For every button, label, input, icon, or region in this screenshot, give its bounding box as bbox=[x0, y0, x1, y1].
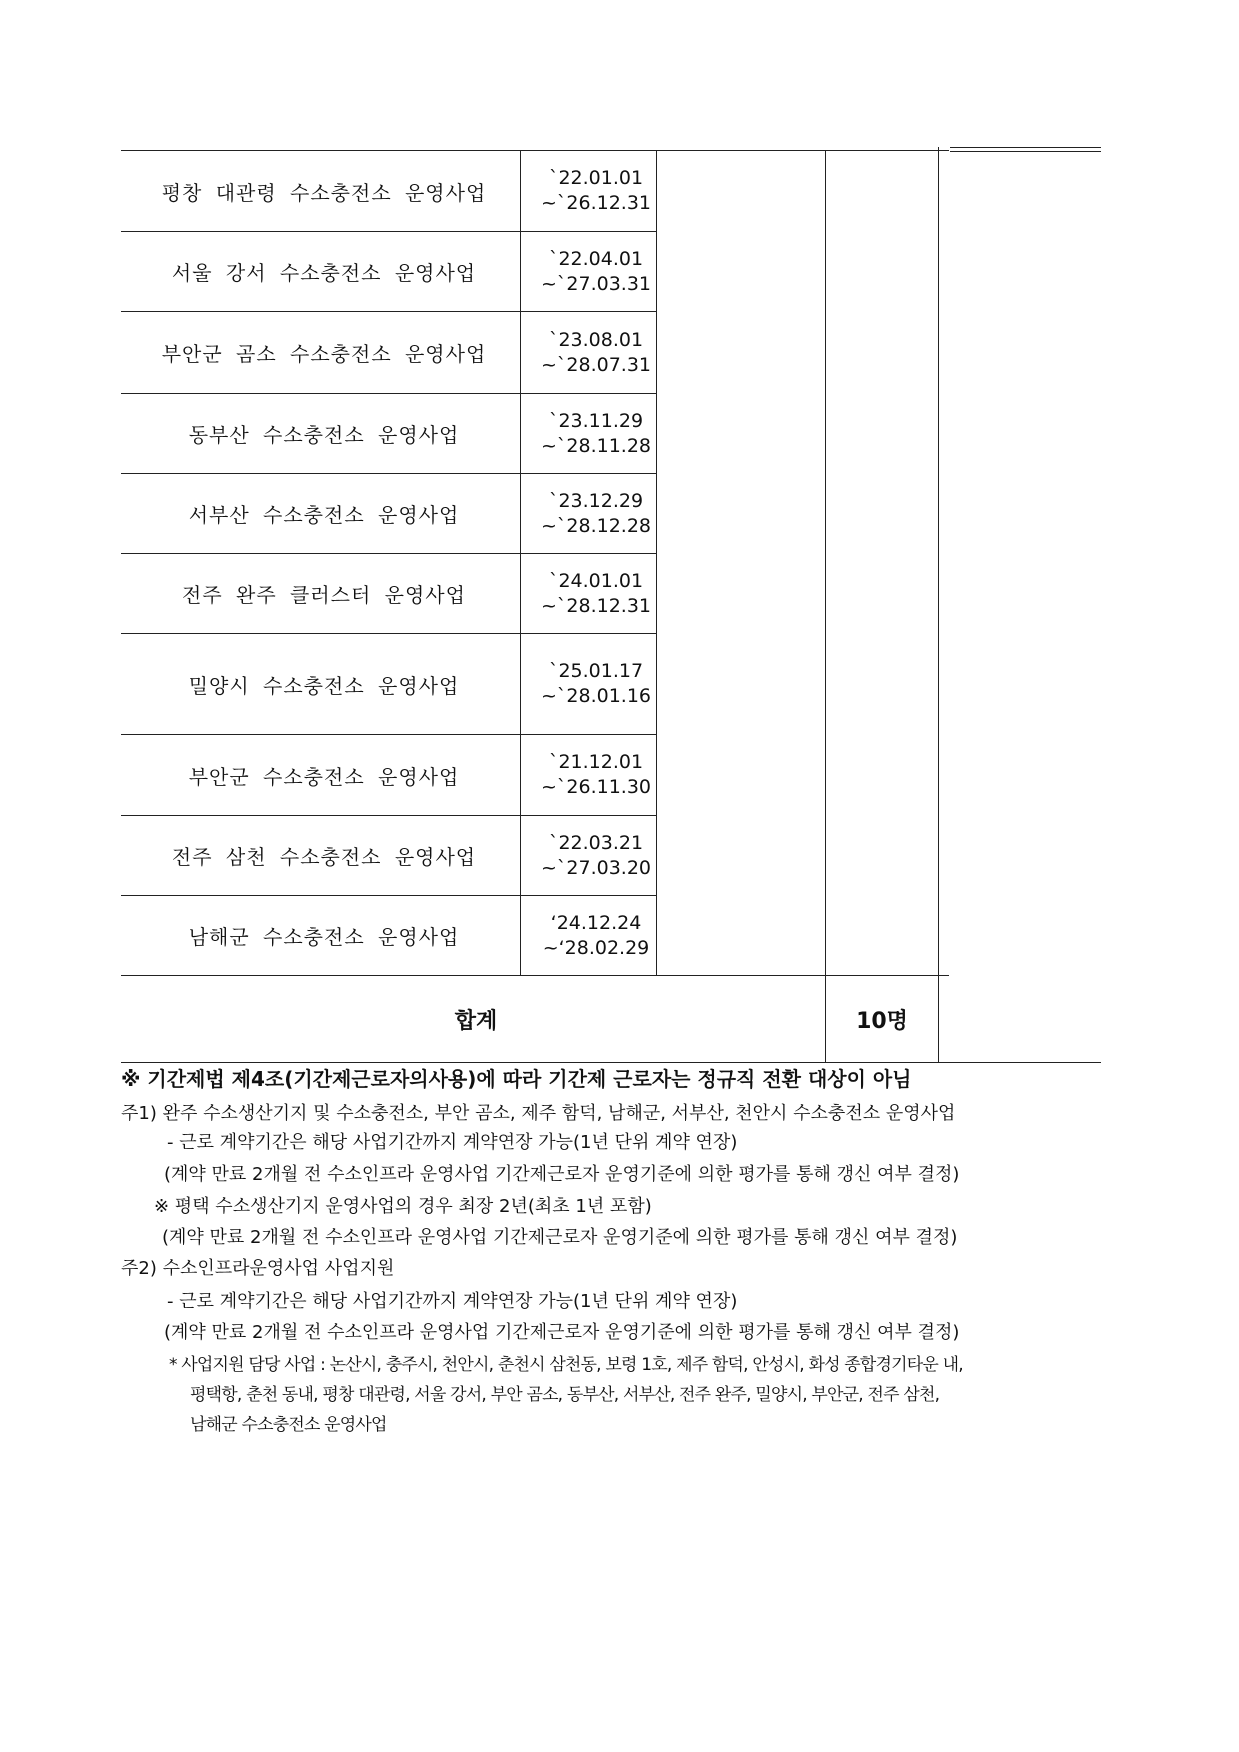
note1-title: 주1) 완주 수소생산기지 및 수소충전소, 부안 곰소, 제주 함덕, 남해군, 서부산, 천안시 수소충전소 운영사업 bbox=[121, 1103, 956, 1124]
note1-item: (계약 만료 2개월 전 수소인프라 운영사업 기간제근로자 운영기준에 의한 평가를 통해 갱신 여부 결정) bbox=[162, 1227, 958, 1248]
period-end: ~`28.11.28 bbox=[540, 434, 652, 457]
project-name: 전주 삼천 수소충전소 운영사업 bbox=[171, 845, 477, 869]
project-period bbox=[528, 394, 664, 473]
project-name: 부안군 수소충전소 운영사업 bbox=[188, 764, 460, 789]
period-end: ~`27.03.20 bbox=[540, 856, 652, 879]
period-start: `23.11.29 bbox=[548, 409, 644, 432]
project-name: 전주 완주 클러스터 운영사업 bbox=[182, 583, 466, 607]
project-period bbox=[528, 151, 664, 231]
period-start: `23.12.29 bbox=[548, 489, 644, 512]
note2-item: - 근로 계약기간은 해당 사업기간까지 계약연장 가능(1년 단위 계약 연장) bbox=[167, 1291, 738, 1312]
note1-item: - 근로 계약기간은 해당 사업기간까지 계약연장 가능(1년 단위 계약 연장) bbox=[167, 1132, 738, 1153]
note1-item: ※ 평택 수소생산기지 운영사업의 경우 최장 2년(최초 1년 포함) bbox=[154, 1196, 652, 1217]
note2-item: 남해군 수소충전소 운영사업 bbox=[190, 1415, 387, 1435]
note2-item: (계약 만료 2개월 전 수소인프라 운영사업 기간제근로자 운영기준에 의한 평가를 통해 갱신 여부 결정) bbox=[164, 1322, 960, 1343]
period-start: `22.03.21 bbox=[548, 831, 644, 854]
period-start: `24.01.01 bbox=[548, 569, 644, 592]
total-label: 합계 bbox=[454, 1008, 498, 1034]
period-end: ~`28.12.31 bbox=[540, 594, 652, 617]
period-start: `21.12.01 bbox=[548, 751, 644, 773]
project-period bbox=[528, 816, 664, 895]
period-start: `22.04.01 bbox=[548, 247, 644, 270]
period-end: ~`26.11.30 bbox=[540, 776, 652, 798]
total-value: 10명 bbox=[856, 1008, 908, 1034]
project-name: 서부산 수소충전소 운영사업 bbox=[188, 503, 460, 527]
project-period bbox=[528, 474, 664, 553]
project-name: 서울 강서 수소충전소 운영사업 bbox=[171, 261, 477, 285]
period-end: ~‘28.02.29 bbox=[542, 936, 650, 959]
period-start: `22.01.01 bbox=[548, 167, 644, 189]
project-name: 남해군 수소충전소 운영사업 bbox=[188, 925, 460, 949]
period-start: ‘24.12.24 bbox=[550, 911, 642, 934]
note2-item: 평택항, 춘천 동내, 평창 대관령, 서울 강서, 부안 곰소, 동부산, 서부산, 전주 완주, 밀양시, 부안군, 전주 삼천, bbox=[190, 1385, 940, 1405]
table-top-border-right bbox=[950, 147, 1101, 148]
project-name: 부안군 곰소 수소충전소 운영사업 bbox=[161, 342, 487, 366]
period-end: ~`28.12.28 bbox=[540, 514, 652, 537]
period-start: `23.08.01 bbox=[548, 328, 644, 351]
period-end: ~`27.03.31 bbox=[540, 272, 652, 295]
project-period bbox=[528, 896, 664, 975]
col-sep bbox=[825, 150, 826, 1062]
table-top-border-right-2 bbox=[950, 151, 1101, 152]
main-note: ※ 기간제법 제4조(기간제근로자의사용)에 따라 기간제 근로자는 정규직 전환 대상이 아님 bbox=[121, 1067, 912, 1091]
project-name: 평창 대관령 수소충전소 운영사업 bbox=[161, 180, 487, 205]
project-period bbox=[528, 232, 664, 311]
project-period bbox=[528, 312, 664, 393]
period-end: ~`26.12.31 bbox=[540, 192, 652, 214]
project-name: 동부산 수소충전소 운영사업 bbox=[188, 423, 460, 447]
col-sep bbox=[938, 147, 939, 1062]
project-period bbox=[528, 554, 664, 633]
period-end: ~`28.07.31 bbox=[540, 353, 652, 376]
note1-item: (계약 만료 2개월 전 수소인프라 운영사업 기간제근로자 운영기준에 의한 평가를 통해 갱신 여부 결정) bbox=[164, 1164, 960, 1185]
period-end: ~`28.01.16 bbox=[540, 685, 652, 707]
project-period bbox=[528, 634, 664, 734]
project-period bbox=[528, 735, 664, 815]
project-name: 밀양시 수소충전소 운영사업 bbox=[188, 673, 460, 698]
note2-item: * 사업지원 담당 사업 : 논산시, 충주시, 천안시, 춘천시 삼천동, 보령 1호, 제주 함덕, 안성시, 화성 종합경기타운 내, bbox=[169, 1355, 963, 1375]
note2-title: 주2) 수소인프라운영사업 사업지원 bbox=[121, 1258, 395, 1279]
period-start: `25.01.17 bbox=[548, 660, 644, 682]
